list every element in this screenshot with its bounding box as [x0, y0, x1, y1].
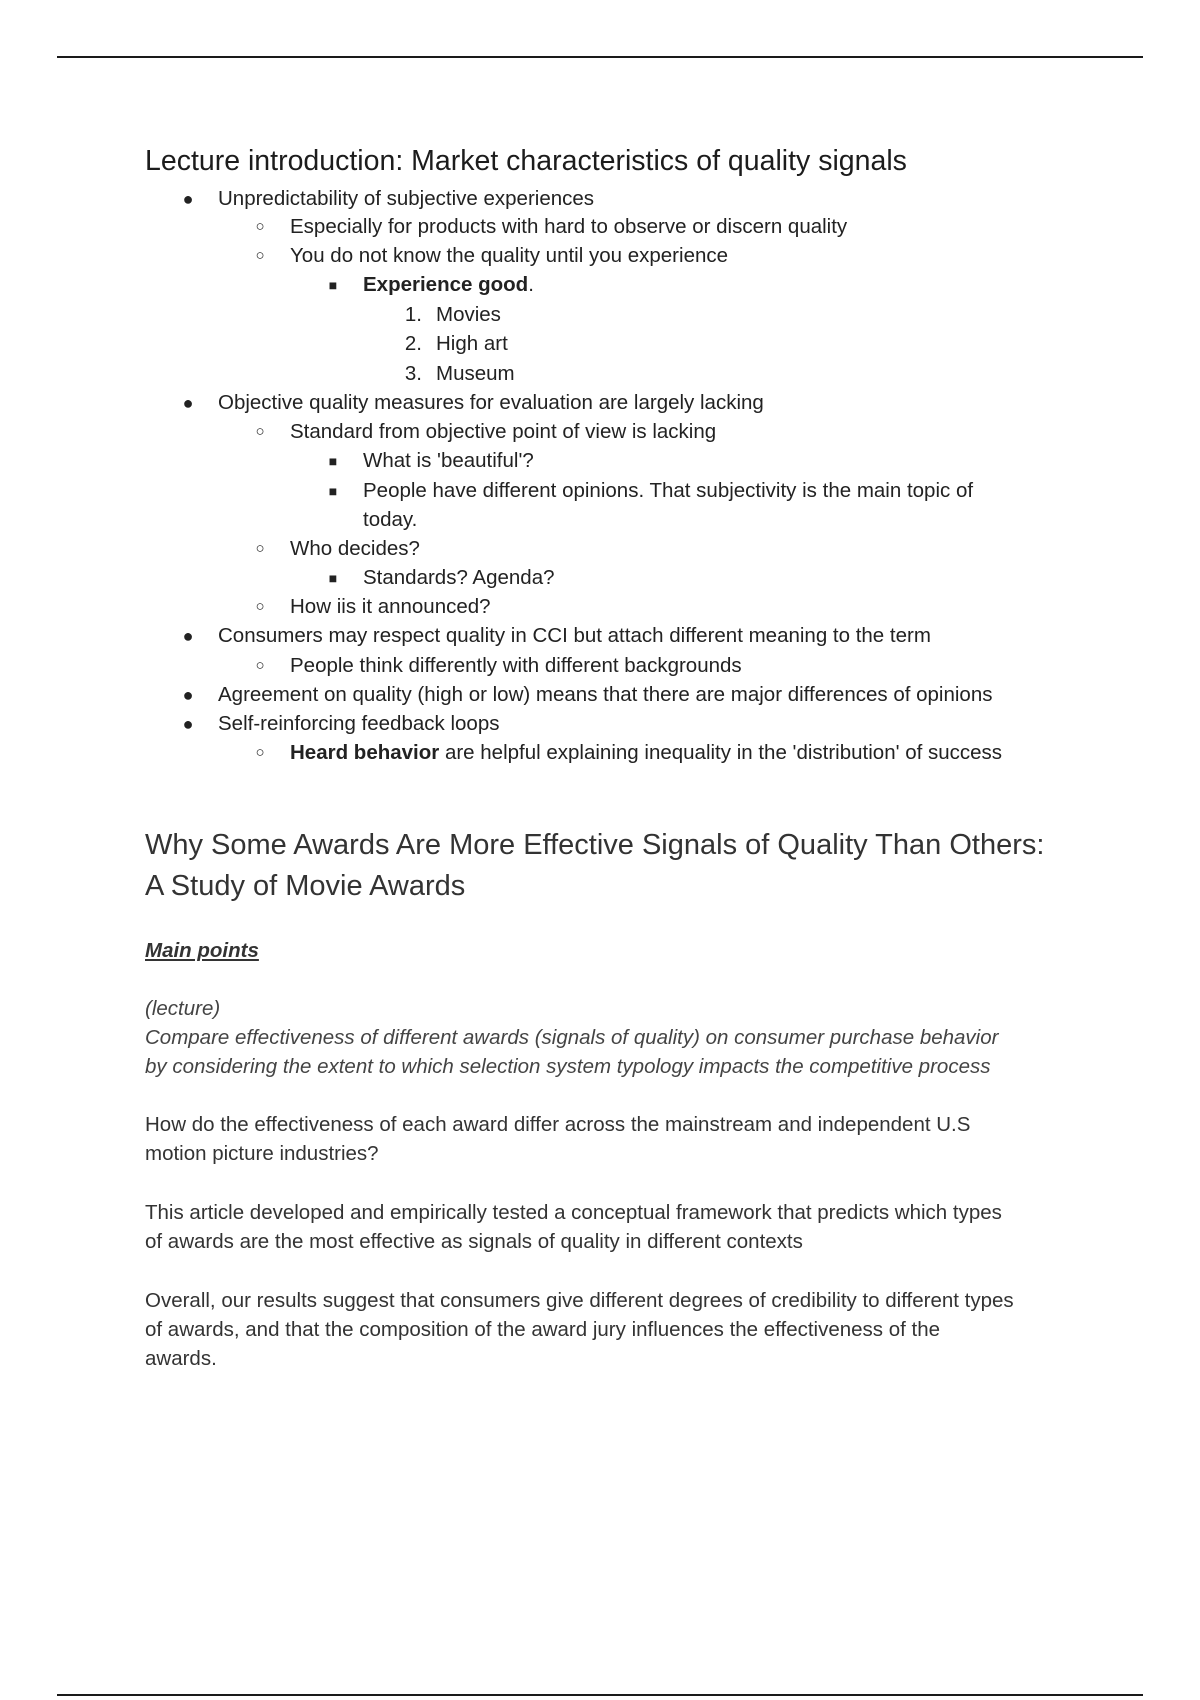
section-heading-awards-line2: A Study of Movie Awards	[145, 870, 466, 902]
list-item: ■ Experience good.	[363, 271, 534, 299]
list-number: 1.	[404, 303, 422, 326]
list-item: ● Objective quality measures for evaluation are largely lacking	[218, 389, 764, 417]
paragraph-results-line1: Overall, our results suggest that consumers give different degrees of credibility to different types	[145, 1289, 1014, 1312]
bottom-rule	[57, 1694, 1143, 1696]
bullet-circle-icon: ○	[255, 540, 265, 557]
list-item: ● Consumers may respect quality in CCI but attach different meaning to the term	[218, 622, 931, 650]
bullet-disc-icon: ●	[182, 685, 194, 705]
bullet-square-icon: ■	[328, 277, 338, 293]
bullet-circle-icon: ○	[255, 218, 265, 235]
list-item: ○ Standard from objective point of view is lacking	[290, 418, 716, 446]
main-points-label: Main points	[145, 939, 259, 962]
list-item: ○ Heard behavior are helpful explaining inequality in the 'distribution' of success	[290, 739, 1002, 767]
paragraph-framework-line1: This article developed and empirically tested a conceptual framework that predicts which types	[145, 1201, 1002, 1224]
list-item: ■ People have different opinions. That subjectivity is the main topic of	[363, 477, 973, 505]
bullet-circle-icon: ○	[255, 657, 265, 674]
numbered-item: 2. High art	[436, 330, 508, 358]
lecture-tag: (lecture)	[145, 997, 221, 1020]
paragraph-research-question-line1: How do the effectiveness of each award differ across the mainstream and independent U.S	[145, 1113, 971, 1136]
list-item: ○ Especially for products with hard to observe or discern quality	[290, 213, 847, 241]
list-item: ○ You do not know the quality until you experience	[290, 242, 728, 270]
list-item: ● Self-reinforcing feedback loops	[218, 710, 499, 738]
list-item: ○ How iis it announced?	[290, 593, 491, 621]
section-heading-awards-line1: Why Some Awards Are More Effective Signals of Quality Than Others:	[145, 829, 1045, 861]
bullet-circle-icon: ○	[255, 423, 265, 440]
numbered-item: 1. Movies	[436, 301, 501, 329]
numbered-item: 3. Museum	[436, 360, 515, 388]
list-item: ■ Standards? Agenda?	[363, 564, 555, 592]
top-rule	[57, 56, 1143, 58]
bullet-disc-icon: ●	[182, 626, 194, 646]
paragraph-results-line3: awards.	[145, 1347, 217, 1370]
bullet-circle-icon: ○	[255, 744, 265, 761]
list-item: ■ What is 'beautiful'?	[363, 447, 534, 475]
list-item: ○ People think differently with different backgrounds	[290, 652, 742, 680]
paragraph-research-question-line2: motion picture industries?	[145, 1142, 379, 1165]
section-heading-lecture-intro: Lecture introduction: Market characteristics of quality signals	[145, 145, 907, 177]
list-item: ○ Who decides?	[290, 535, 420, 563]
lecture-summary-line2: by considering the extent to which selection system typology impacts the competitive process	[145, 1055, 991, 1078]
bullet-disc-icon: ●	[182, 714, 194, 734]
bullet-circle-icon: ○	[255, 598, 265, 615]
list-item-continuation: today.	[363, 508, 418, 531]
list-item: ● Agreement on quality (high or low) means that there are major differences of opinions	[218, 681, 993, 709]
bullet-circle-icon: ○	[255, 247, 265, 264]
paragraph-framework-line2: of awards are the most effective as signals of quality in different contexts	[145, 1230, 803, 1253]
list-number: 2.	[404, 332, 422, 355]
list-item: ● Unpredictability of subjective experiences	[218, 185, 594, 213]
bullet-disc-icon: ●	[182, 189, 194, 209]
bullet-square-icon: ■	[328, 483, 338, 499]
bullet-square-icon: ■	[328, 453, 338, 469]
bullet-disc-icon: ●	[182, 393, 194, 413]
bullet-square-icon: ■	[328, 570, 338, 586]
list-number: 3.	[404, 362, 422, 385]
lecture-summary-line1: Compare effectiveness of different awards (signals of quality) on consumer purchase behavior	[145, 1026, 999, 1049]
paragraph-results-line2: of awards, and that the composition of the award jury influences the effectiveness of the	[145, 1318, 941, 1341]
